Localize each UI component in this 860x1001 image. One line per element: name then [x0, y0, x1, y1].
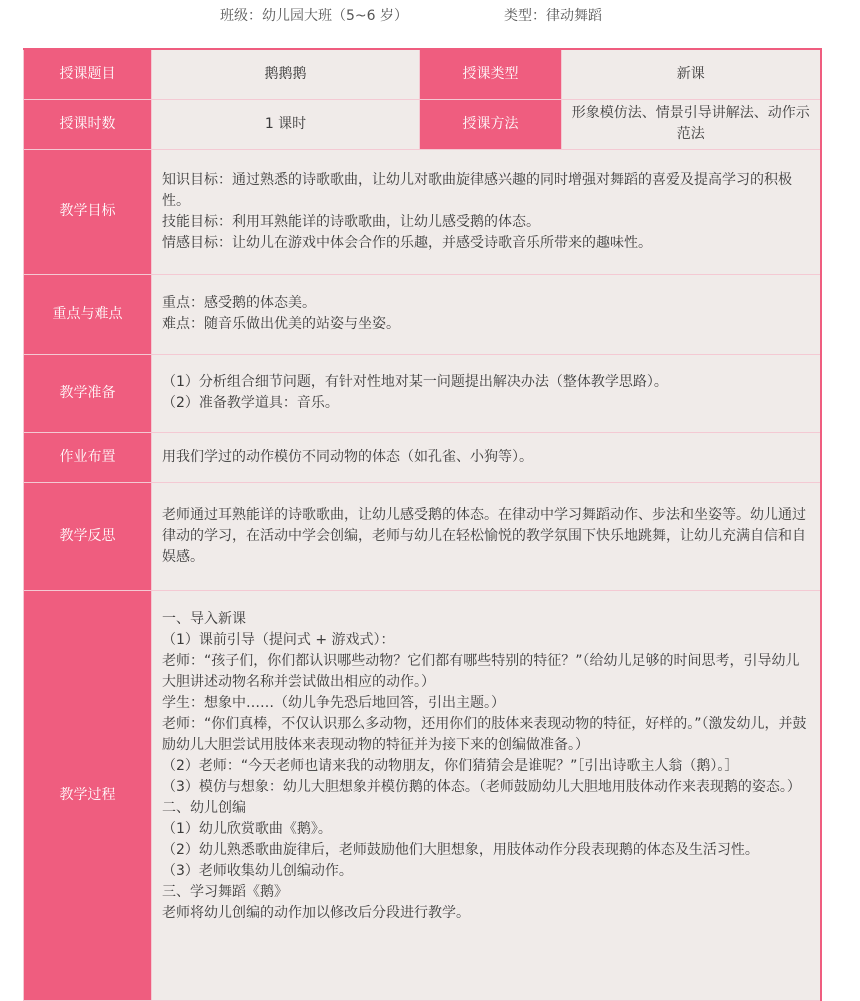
topic-label: 授课题目	[24, 49, 152, 99]
process-line: 学生：想象中……（幼儿争先恐后地回答，引出主题。）	[162, 694, 505, 711]
prep-item: （1）分析组合细节问题，有针对性地对某一问题提出解决办法（整体教学思路）。	[162, 374, 668, 390]
prep-content	[152, 354, 821, 432]
prep-label: 教学准备	[24, 354, 152, 432]
key-points-label: 重点与难点	[24, 274, 152, 354]
process-line: （2）老师：“今天老师也请来我的动物朋友，你们猜猜会是谁呢？”［引出诗歌主人翁（鹅）。］	[162, 757, 739, 774]
class-label: 班级：幼儿园大班（5~6 岁）	[220, 8, 408, 24]
course-type-label: 授课类型	[420, 49, 562, 99]
reflection-label: 教学反思	[24, 482, 152, 590]
table-row	[24, 49, 821, 99]
process-line: （1）课前引导（提问式 + 游戏式）：	[162, 631, 395, 648]
difficult-point: 难点：随音乐做出优美的站姿与坐姿。	[162, 316, 400, 332]
process-line: （3）模仿与想象：幼儿大胆想象并模仿鹅的体态。（老师鼓励幼儿大胆地用肢体动作来表现鹅的姿态。）	[162, 778, 801, 795]
page-header	[0, 0, 860, 30]
key-points-content	[152, 274, 821, 354]
table-row	[24, 274, 821, 354]
process-line: 老师：“孩子们，你们都认识哪些动物？它们都有哪些特别的特征？”（给幼儿足够的时间思考，引导幼儿大胆讲述动物名称并尝试做出相应的动作。）	[162, 652, 800, 690]
process-line: 二、幼儿创编	[162, 799, 246, 816]
goal-knowledge: 知识目标：通过熟悉的诗歌歌曲，让幼儿对歌曲旋律感兴趣的同时增强对舞蹈的喜爱及提高学习的积极性。	[162, 171, 792, 209]
homework-label: 作业布置	[24, 432, 152, 482]
course-type-value: 新课	[562, 49, 821, 99]
process-line: （3）老师收集幼儿创编动作。	[162, 862, 353, 879]
process-line: 老师将幼儿创编的动作加以修改后分段进行教学。	[162, 904, 470, 921]
process-line: 老师：“你们真棒，不仅认识那么多动物，还用你们的肢体来表现动物的特征，好样的。”（激发幼儿，并鼓励幼儿大胆尝试用肢体来表现动物的特征并为接下来的创编做准备。）	[162, 715, 807, 753]
table-row	[24, 590, 821, 1000]
table-row	[24, 99, 821, 149]
lesson-plan-table	[23, 48, 822, 1001]
process-content	[152, 590, 821, 1000]
process-line: （2）幼儿熟悉歌曲旋律后，老师鼓励他们大胆想象，用肢体动作分段表现鹅的体态及生活习性。	[162, 841, 759, 858]
hours-label: 授课时数	[24, 99, 152, 149]
key-point: 重点：感受鹅的体态美。	[162, 295, 316, 311]
goal-emotion: 情感目标：让幼儿在游戏中体会合作的乐趣，并感受诗歌音乐所带来的趣味性。	[162, 234, 652, 251]
homework-content: 用我们学过的动作模仿不同动物的体态（如孔雀、小狗等）。	[152, 432, 821, 482]
process-line: 三、学习舞蹈《鹅》	[162, 883, 288, 900]
type-label: 类型：律动舞蹈	[504, 8, 602, 24]
method-label: 授课方法	[420, 99, 562, 149]
goals-label: 教学目标	[24, 149, 152, 274]
table-row	[24, 354, 821, 432]
reflection-content: 老师通过耳熟能详的诗歌歌曲，让幼儿感受鹅的体态。在律动中学习舞蹈动作、步法和坐姿等。幼儿通过律动的学习，在活动中学会创编，老师与幼儿在轻松愉悦的教学氛围下快乐地跳舞，让幼儿充满自信和自娱感。	[152, 482, 821, 590]
process-label: 教学过程	[24, 590, 152, 1000]
topic-value: 鹅鹅鹅	[152, 49, 420, 99]
table-row	[24, 482, 821, 590]
process-line: （1）幼儿欣赏歌曲《鹅》。	[162, 820, 332, 837]
method-value: 形象模仿法、情景引导讲解法、动作示范法	[562, 99, 821, 149]
goals-content	[152, 149, 821, 274]
table-row	[24, 149, 821, 274]
process-line: 一、导入新课	[162, 610, 246, 627]
prep-item: （2）准备教学道具：音乐。	[162, 395, 339, 411]
table-row	[24, 432, 821, 482]
goal-skill: 技能目标：利用耳熟能详的诗歌歌曲，让幼儿感受鹅的体态。	[162, 213, 540, 230]
hours-value: 1 课时	[152, 99, 420, 149]
